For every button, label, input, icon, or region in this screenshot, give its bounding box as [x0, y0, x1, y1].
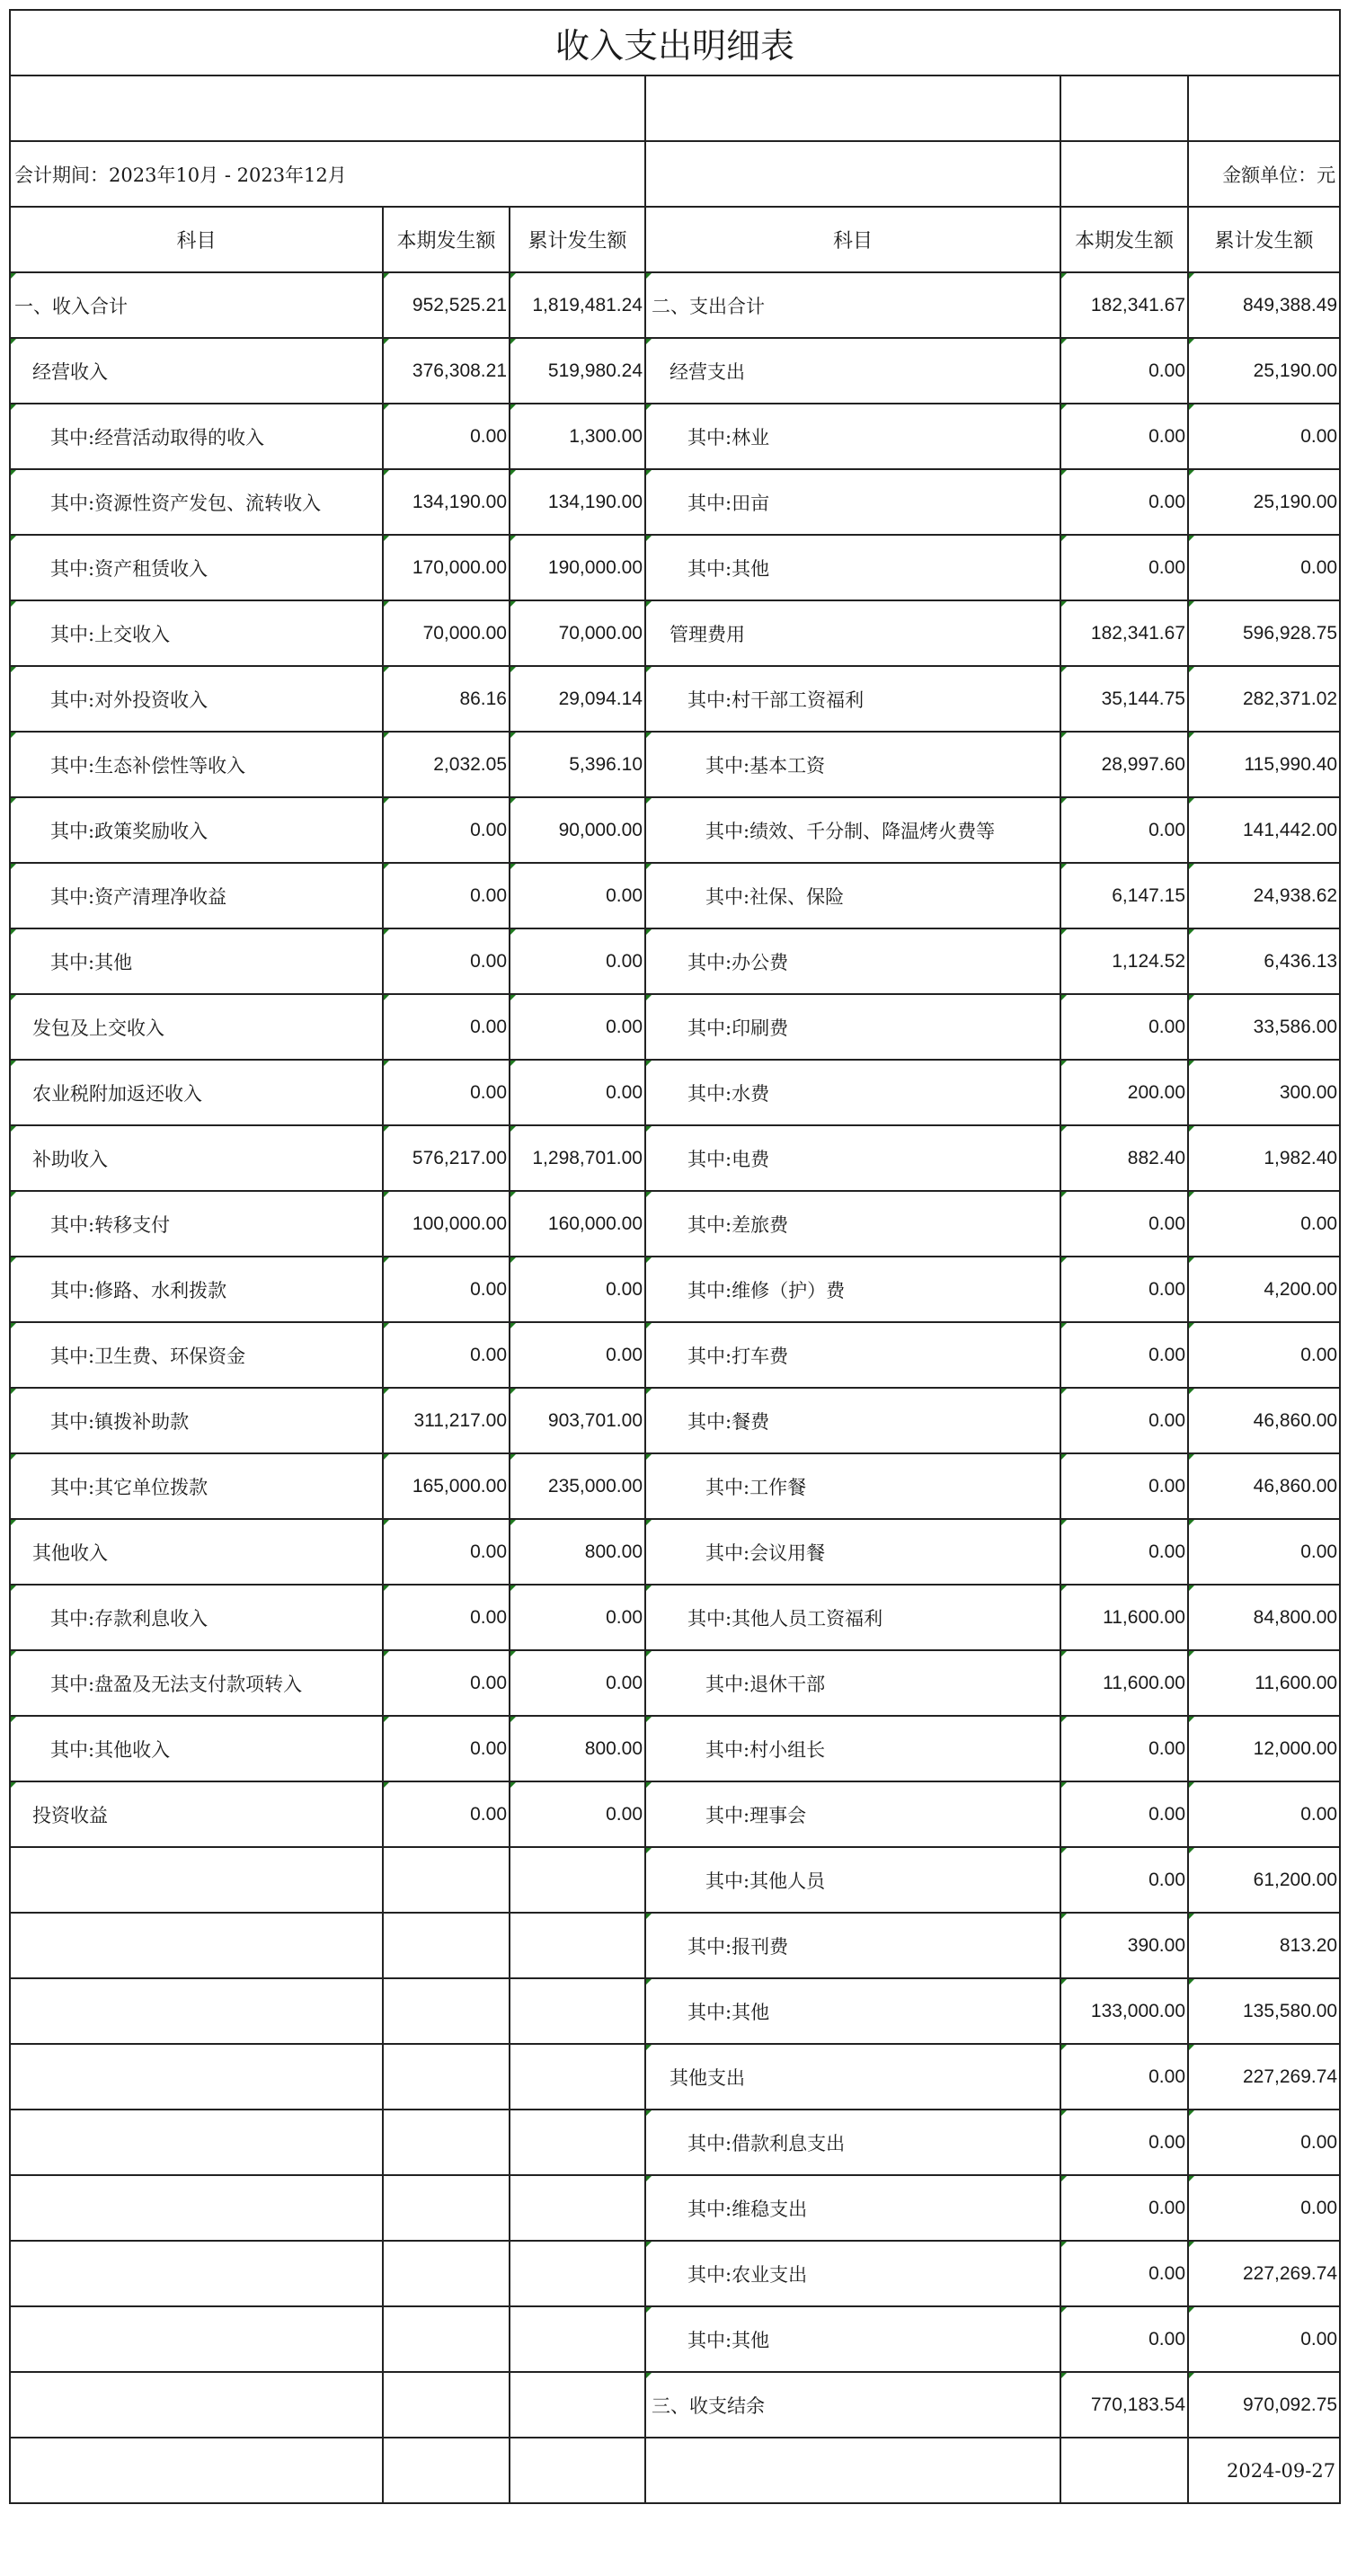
- income-subject: 其中:转移支付: [10, 1191, 383, 1257]
- income-cumulative-amount: [510, 1847, 645, 1913]
- expense-cumulative-amount: 227,269.74: [1188, 2044, 1340, 2110]
- blank-cell: [1060, 2438, 1188, 2503]
- header-right-subject: 科目: [645, 207, 1060, 272]
- table-row: [10, 1388, 1340, 1453]
- income-current-amount: 0.00: [383, 404, 510, 469]
- expense-current-amount: 133,000.00: [1060, 1978, 1188, 2044]
- table-row: [10, 272, 1340, 338]
- expense-subject: 其中:水费: [645, 1060, 1060, 1125]
- expense-cumulative-amount: 4,200.00: [1188, 1257, 1340, 1322]
- expense-current-amount: 770,183.54: [1060, 2372, 1188, 2438]
- table-row: [10, 2110, 1340, 2175]
- income-subject: 其中:其他: [10, 928, 383, 994]
- income-current-amount: 0.00: [383, 1322, 510, 1388]
- income-cumulative-amount: 1,300.00: [510, 404, 645, 469]
- expense-current-amount: 28,997.60: [1060, 732, 1188, 797]
- income-current-amount: 134,190.00: [383, 469, 510, 535]
- income-cumulative-amount: 0.00: [510, 1585, 645, 1650]
- expense-cumulative-amount: 282,371.02: [1188, 666, 1340, 732]
- table-row: [10, 863, 1340, 928]
- table-row: [10, 2175, 1340, 2241]
- blank-cell: [1060, 76, 1188, 141]
- expense-subject: 其中:借款利息支出: [645, 2110, 1060, 2175]
- expense-current-amount: 0.00: [1060, 2044, 1188, 2110]
- expense-subject: 其中:村干部工资福利: [645, 666, 1060, 732]
- income-cumulative-amount: [510, 2372, 645, 2438]
- income-cumulative-amount: 190,000.00: [510, 535, 645, 600]
- income-cumulative-amount: [510, 2110, 645, 2175]
- income-current-amount: 0.00: [383, 1716, 510, 1781]
- income-cumulative-amount: 0.00: [510, 1257, 645, 1322]
- expense-subject: 其中:其他人员工资福利: [645, 1585, 1060, 1650]
- income-current-amount: 0.00: [383, 1519, 510, 1585]
- expense-subject: 其中:村小组长: [645, 1716, 1060, 1781]
- expense-cumulative-amount: 33,586.00: [1188, 994, 1340, 1060]
- income-expense-detail-table: [9, 9, 1341, 2504]
- income-subject: 其中:资产租赁收入: [10, 535, 383, 600]
- expense-subject: 其中:理事会: [645, 1781, 1060, 1847]
- income-cumulative-amount: 1,298,701.00: [510, 1125, 645, 1191]
- expense-subject: 其中:差旅费: [645, 1191, 1060, 1257]
- blank-cell: [645, 141, 1060, 207]
- table-row: [10, 404, 1340, 469]
- income-subject: [10, 1847, 383, 1913]
- income-subject: 其中:对外投资收入: [10, 666, 383, 732]
- income-cumulative-amount: 90,000.00: [510, 797, 645, 863]
- expense-cumulative-amount: 0.00: [1188, 535, 1340, 600]
- header-left-subject: 科目: [10, 207, 383, 272]
- income-current-amount: 0.00: [383, 1585, 510, 1650]
- income-cumulative-amount: 0.00: [510, 1781, 645, 1847]
- expense-subject: 经营支出: [645, 338, 1060, 404]
- expense-cumulative-amount: 25,190.00: [1188, 338, 1340, 404]
- header-left-current: 本期发生额: [383, 207, 510, 272]
- income-subject: 发包及上交收入: [10, 994, 383, 1060]
- income-current-amount: [383, 2306, 510, 2372]
- expense-cumulative-amount: 0.00: [1188, 2306, 1340, 2372]
- income-subject: 其中:镇拨补助款: [10, 1388, 383, 1453]
- expense-cumulative-amount: 12,000.00: [1188, 1716, 1340, 1781]
- income-current-amount: 0.00: [383, 797, 510, 863]
- expense-cumulative-amount: 0.00: [1188, 1781, 1340, 1847]
- expense-subject: 其他支出: [645, 2044, 1060, 2110]
- table-row: [10, 732, 1340, 797]
- expense-current-amount: 11,600.00: [1060, 1585, 1188, 1650]
- income-current-amount: 2,032.05: [383, 732, 510, 797]
- expense-current-amount: 0.00: [1060, 1322, 1188, 1388]
- expense-current-amount: 182,341.67: [1060, 600, 1188, 666]
- expense-cumulative-amount: 1,982.40: [1188, 1125, 1340, 1191]
- expense-subject: 其中:电费: [645, 1125, 1060, 1191]
- expense-subject: 其中:农业支出: [645, 2241, 1060, 2306]
- expense-cumulative-amount: 61,200.00: [1188, 1847, 1340, 1913]
- table-row: [10, 1322, 1340, 1388]
- expense-current-amount: 0.00: [1060, 535, 1188, 600]
- income-current-amount: 165,000.00: [383, 1453, 510, 1519]
- expense-subject: 其中:其他: [645, 1978, 1060, 2044]
- income-current-amount: [383, 2241, 510, 2306]
- income-subject: 农业税附加返还收入: [10, 1060, 383, 1125]
- income-cumulative-amount: 800.00: [510, 1519, 645, 1585]
- income-cumulative-amount: 0.00: [510, 1322, 645, 1388]
- income-subject: [10, 2306, 383, 2372]
- blank-cell: [1188, 76, 1340, 141]
- expense-cumulative-amount: 11,600.00: [1188, 1650, 1340, 1716]
- table-row: [10, 666, 1340, 732]
- income-cumulative-amount: 235,000.00: [510, 1453, 645, 1519]
- table-row: [10, 2306, 1340, 2372]
- expense-current-amount: 182,341.67: [1060, 272, 1188, 338]
- expense-subject: 其中:办公费: [645, 928, 1060, 994]
- income-current-amount: 0.00: [383, 1060, 510, 1125]
- expense-current-amount: 0.00: [1060, 404, 1188, 469]
- report-date: 2024-09-27: [1188, 2438, 1340, 2503]
- income-cumulative-amount: [510, 1913, 645, 1978]
- expense-subject: 其中:绩效、千分制、降温烤火费等: [645, 797, 1060, 863]
- income-subject: 一、收入合计: [10, 272, 383, 338]
- expense-current-amount: 0.00: [1060, 469, 1188, 535]
- expense-current-amount: 0.00: [1060, 994, 1188, 1060]
- table-row: [10, 2044, 1340, 2110]
- expense-subject: 管理费用: [645, 600, 1060, 666]
- expense-subject: 其中:其他: [645, 535, 1060, 600]
- income-subject: 其他收入: [10, 1519, 383, 1585]
- income-cumulative-amount: 70,000.00: [510, 600, 645, 666]
- expense-cumulative-amount: 0.00: [1188, 404, 1340, 469]
- header-left-cumulative: 累计发生额: [510, 207, 645, 272]
- expense-subject: 其中:印刷费: [645, 994, 1060, 1060]
- income-subject: [10, 1978, 383, 2044]
- expense-cumulative-amount: 813.20: [1188, 1913, 1340, 1978]
- income-subject: 其中:资源性资产发包、流转收入: [10, 469, 383, 535]
- expense-cumulative-amount: 6,436.13: [1188, 928, 1340, 994]
- income-subject: [10, 2241, 383, 2306]
- income-subject: 投资收益: [10, 1781, 383, 1847]
- income-subject: 其中:政策奖励收入: [10, 797, 383, 863]
- expense-cumulative-amount: 46,860.00: [1188, 1388, 1340, 1453]
- expense-current-amount: 0.00: [1060, 1519, 1188, 1585]
- expense-cumulative-amount: 0.00: [1188, 2110, 1340, 2175]
- income-current-amount: 0.00: [383, 1257, 510, 1322]
- expense-subject: 其中:基本工资: [645, 732, 1060, 797]
- expense-cumulative-amount: 25,190.00: [1188, 469, 1340, 535]
- income-subject: [10, 2175, 383, 2241]
- income-cumulative-amount: 0.00: [510, 1060, 645, 1125]
- income-cumulative-amount: [510, 1978, 645, 2044]
- blank-cell: [1060, 141, 1188, 207]
- expense-current-amount: 0.00: [1060, 1257, 1188, 1322]
- income-cumulative-amount: 160,000.00: [510, 1191, 645, 1257]
- blank-cell: [645, 76, 1060, 141]
- expense-cumulative-amount: 227,269.74: [1188, 2241, 1340, 2306]
- table-row: [10, 1978, 1340, 2044]
- income-subject: 其中:存款利息收入: [10, 1585, 383, 1650]
- income-cumulative-amount: 0.00: [510, 994, 645, 1060]
- income-cumulative-amount: [510, 2175, 645, 2241]
- table-row: [10, 1060, 1340, 1125]
- table-row: [10, 600, 1340, 666]
- income-cumulative-amount: 134,190.00: [510, 469, 645, 535]
- income-current-amount: 70,000.00: [383, 600, 510, 666]
- income-current-amount: [383, 2044, 510, 2110]
- income-current-amount: [383, 2110, 510, 2175]
- expense-subject: 其中:其他人员: [645, 1847, 1060, 1913]
- expense-cumulative-amount: 24,938.62: [1188, 863, 1340, 928]
- expense-current-amount: 0.00: [1060, 2306, 1188, 2372]
- income-cumulative-amount: 800.00: [510, 1716, 645, 1781]
- table-row: [10, 797, 1340, 863]
- income-current-amount: 0.00: [383, 994, 510, 1060]
- income-cumulative-amount: 903,701.00: [510, 1388, 645, 1453]
- table-row: [10, 469, 1340, 535]
- income-subject: 其中:上交收入: [10, 600, 383, 666]
- income-current-amount: 0.00: [383, 1781, 510, 1847]
- income-subject: [10, 2044, 383, 2110]
- expense-current-amount: 0.00: [1060, 1453, 1188, 1519]
- income-subject: 其中:卫生费、环保资金: [10, 1322, 383, 1388]
- income-subject: [10, 1913, 383, 1978]
- expense-current-amount: 0.00: [1060, 1388, 1188, 1453]
- income-cumulative-amount: 29,094.14: [510, 666, 645, 732]
- table-row: [10, 1191, 1340, 1257]
- expense-current-amount: 1,124.52: [1060, 928, 1188, 994]
- expense-cumulative-amount: 84,800.00: [1188, 1585, 1340, 1650]
- expense-subject: 其中:维修（护）费: [645, 1257, 1060, 1322]
- income-cumulative-amount: [510, 2044, 645, 2110]
- expense-current-amount: 0.00: [1060, 1191, 1188, 1257]
- expense-subject: 其中:田亩: [645, 469, 1060, 535]
- income-current-amount: [383, 1978, 510, 2044]
- expense-cumulative-amount: 596,928.75: [1188, 600, 1340, 666]
- expense-cumulative-amount: 0.00: [1188, 2175, 1340, 2241]
- income-current-amount: 376,308.21: [383, 338, 510, 404]
- table-row: [10, 1257, 1340, 1322]
- expense-current-amount: 6,147.15: [1060, 863, 1188, 928]
- income-current-amount: 0.00: [383, 928, 510, 994]
- income-subject: 其中:经营活动取得的收入: [10, 404, 383, 469]
- income-subject: 其中:生态补偿性等收入: [10, 732, 383, 797]
- income-cumulative-amount: [510, 2241, 645, 2306]
- expense-current-amount: 0.00: [1060, 2110, 1188, 2175]
- expense-current-amount: 0.00: [1060, 1781, 1188, 1847]
- expense-current-amount: 0.00: [1060, 1847, 1188, 1913]
- income-current-amount: 0.00: [383, 1650, 510, 1716]
- expense-cumulative-amount: 0.00: [1188, 1322, 1340, 1388]
- expense-subject: 其中:报刊费: [645, 1913, 1060, 1978]
- table-row: [10, 1847, 1340, 1913]
- expense-cumulative-amount: 141,442.00: [1188, 797, 1340, 863]
- expense-subject: 三、收支结余: [645, 2372, 1060, 2438]
- table-row: [10, 994, 1340, 1060]
- income-current-amount: 86.16: [383, 666, 510, 732]
- table-row: [10, 1453, 1340, 1519]
- expense-current-amount: 200.00: [1060, 1060, 1188, 1125]
- income-subject: 经营收入: [10, 338, 383, 404]
- currency-unit: 金额单位：元: [1188, 141, 1340, 207]
- expense-current-amount: 0.00: [1060, 797, 1188, 863]
- table-row: [10, 1650, 1340, 1716]
- expense-subject: 二、支出合计: [645, 272, 1060, 338]
- blank-cell: [510, 2438, 645, 2503]
- expense-cumulative-amount: 46,860.00: [1188, 1453, 1340, 1519]
- income-current-amount: [383, 2175, 510, 2241]
- expense-current-amount: 35,144.75: [1060, 666, 1188, 732]
- table-row: [10, 2241, 1340, 2306]
- expense-subject: 其中:餐费: [645, 1388, 1060, 1453]
- table-row: [10, 1781, 1340, 1847]
- expense-cumulative-amount: 970,092.75: [1188, 2372, 1340, 2438]
- expense-cumulative-amount: 135,580.00: [1188, 1978, 1340, 2044]
- income-current-amount: 0.00: [383, 863, 510, 928]
- income-subject: 其中:资产清理净收益: [10, 863, 383, 928]
- table-row: [10, 1716, 1340, 1781]
- income-cumulative-amount: 5,396.10: [510, 732, 645, 797]
- blank-cell: [10, 76, 645, 141]
- income-cumulative-amount: 0.00: [510, 928, 645, 994]
- income-current-amount: 952,525.21: [383, 272, 510, 338]
- expense-cumulative-amount: 0.00: [1188, 1191, 1340, 1257]
- income-cumulative-amount: 1,819,481.24: [510, 272, 645, 338]
- table-row: [10, 1913, 1340, 1978]
- income-subject: 其中:盘盈及无法支付款项转入: [10, 1650, 383, 1716]
- income-subject: 其中:其他收入: [10, 1716, 383, 1781]
- table-row: [10, 1125, 1340, 1191]
- expense-subject: 其中:社保、保险: [645, 863, 1060, 928]
- income-subject: 其中:其它单位拨款: [10, 1453, 383, 1519]
- income-current-amount: 170,000.00: [383, 535, 510, 600]
- expense-subject: 其中:维稳支出: [645, 2175, 1060, 2241]
- income-cumulative-amount: 0.00: [510, 863, 645, 928]
- table-row: [10, 1519, 1340, 1585]
- expense-subject: 其中:工作餐: [645, 1453, 1060, 1519]
- expense-subject: 其中:打车费: [645, 1322, 1060, 1388]
- table-row: [10, 2372, 1340, 2438]
- income-subject: [10, 2110, 383, 2175]
- accounting-period: 会计期间：2023年10月 - 2023年12月: [10, 141, 645, 207]
- expense-current-amount: 0.00: [1060, 1716, 1188, 1781]
- expense-cumulative-amount: 849,388.49: [1188, 272, 1340, 338]
- table-row: [10, 1585, 1340, 1650]
- income-current-amount: [383, 1847, 510, 1913]
- income-cumulative-amount: 519,980.24: [510, 338, 645, 404]
- expense-cumulative-amount: 0.00: [1188, 1519, 1340, 1585]
- income-subject: 其中:修路、水利拨款: [10, 1257, 383, 1322]
- income-current-amount: [383, 1913, 510, 1978]
- footer-row: [10, 2438, 1340, 2503]
- header-right-cumulative: 累计发生额: [1188, 207, 1340, 272]
- report-title: 收入支出明细表: [10, 10, 1340, 76]
- expense-subject: 其中:退休干部: [645, 1650, 1060, 1716]
- table-row: [10, 928, 1340, 994]
- income-cumulative-amount: [510, 2306, 645, 2372]
- expense-current-amount: 0.00: [1060, 2241, 1188, 2306]
- table-row: [10, 338, 1340, 404]
- income-cumulative-amount: 0.00: [510, 1650, 645, 1716]
- expense-cumulative-amount: 300.00: [1188, 1060, 1340, 1125]
- expense-current-amount: 0.00: [1060, 338, 1188, 404]
- income-current-amount: 311,217.00: [383, 1388, 510, 1453]
- blank-cell: [645, 2438, 1060, 2503]
- table-row: [10, 535, 1340, 600]
- income-current-amount: 576,217.00: [383, 1125, 510, 1191]
- expense-current-amount: 11,600.00: [1060, 1650, 1188, 1716]
- expense-subject: 其中:林业: [645, 404, 1060, 469]
- income-subject: [10, 2372, 383, 2438]
- income-current-amount: 100,000.00: [383, 1191, 510, 1257]
- blank-cell: [10, 2438, 383, 2503]
- income-subject: 补助收入: [10, 1125, 383, 1191]
- expense-subject: 其中:会议用餐: [645, 1519, 1060, 1585]
- expense-current-amount: 882.40: [1060, 1125, 1188, 1191]
- expense-subject: 其中:其他: [645, 2306, 1060, 2372]
- header-right-current: 本期发生额: [1060, 207, 1188, 272]
- expense-cumulative-amount: 115,990.40: [1188, 732, 1340, 797]
- expense-current-amount: 390.00: [1060, 1913, 1188, 1978]
- expense-current-amount: 0.00: [1060, 2175, 1188, 2241]
- income-current-amount: [383, 2372, 510, 2438]
- blank-cell: [383, 2438, 510, 2503]
